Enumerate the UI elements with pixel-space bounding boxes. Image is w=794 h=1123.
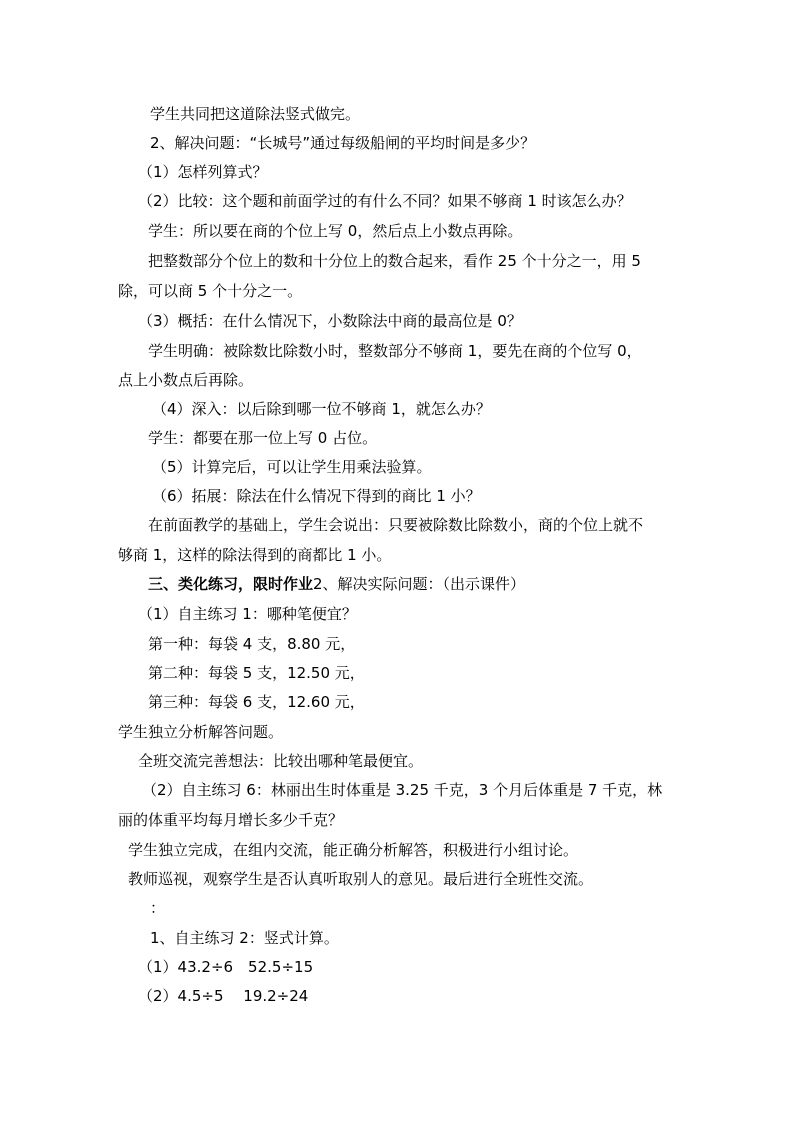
paragraph-line: （1）自主练习 1：哪种笔便宜？ — [138, 605, 357, 623]
paragraph-line: 教师巡视，观察学生是否认真听取别人的意见。最后进行全班性交流。 — [128, 870, 594, 888]
paragraph-line: 1、自主练习 2：竖式计算。 — [150, 929, 339, 947]
paragraph-line: 点上小数点后再除。 — [118, 371, 254, 389]
section-heading-suffix: 2、解决实际问题：（出示课件） — [313, 575, 526, 593]
paragraph-line: 第一种：每袋 4 支，8.80 元， — [148, 635, 356, 653]
paragraph-line: 学生：都要在那一位上写 0 占位。 — [148, 429, 378, 447]
paragraph-line: 丽的体重平均每月增长多少千克？ — [118, 811, 344, 829]
section-heading-line — [148, 574, 525, 594]
section-heading: 三、类化练习，限时作业 — [148, 575, 314, 593]
paragraph-line: 全班交流完善想法：比较出哪种笔最便宜。 — [138, 752, 424, 770]
paragraph-line: 把整数部分个位上的数和十分位上的数合起来，看作 25 个十分之一，用 5 — [148, 252, 641, 270]
paragraph-line: （4）深入：以后除到哪一位不够商 1，就怎么办？ — [152, 400, 491, 418]
paragraph-line: 第三种：每袋 6 支，12.60 元， — [148, 693, 365, 711]
paragraph-line: （3）概括：在什么情况下，小数除法中商的最高位是 0？ — [138, 312, 522, 330]
paragraph-line: 学生：所以要在商的个位上写 0，然后点上小数点再除。 — [148, 222, 523, 240]
paragraph-line: （6）拓展：除法在什么情况下得到的商比 1 小？ — [152, 487, 481, 505]
paragraph-line: 除，可以商 5 个十分之一。 — [118, 282, 303, 300]
paragraph-line: 2、解决问题：“长城号”通过每级船闸的平均时间是多少？ — [150, 134, 536, 152]
paragraph-line: 在前面教学的基础上，学生会说出：只要被除数比除数小，商的个位上就不 — [148, 516, 644, 534]
paragraph-line: （5）计算完后，可以让学生用乘法验算。 — [152, 458, 432, 476]
paragraph-line: 够商 1，这样的除法得到的商都比 1 小。 — [118, 546, 392, 564]
paragraph-line: （2）4.5÷5 19.2÷24 — [138, 987, 309, 1005]
paragraph-line: （1）43.2÷6 52.5÷15 — [138, 958, 314, 976]
paragraph-line: 学生共同把这道除法竖式做完。 — [150, 105, 361, 123]
paragraph-line: （2）自主练习 6：林丽出生时体重是 3.25 千克，3 个月后体重是 7 千克，林 — [142, 781, 663, 799]
paragraph-line: 学生独立完成，在组内交流，能正确分析解答，积极进行小组讨论。 — [128, 841, 579, 859]
paragraph-line: （1）怎样列算式？ — [138, 163, 268, 181]
paragraph-line: 第二种：每袋 5 支，12.50 元， — [148, 664, 365, 682]
paragraph-line: （2）比较：这个题和前面学过的有什么不同？如果不够商 1 时该怎么办？ — [138, 192, 632, 210]
paragraph-line: 学生独立分析解答问题。 — [118, 723, 284, 741]
paragraph-line: 学生明确：被除数比除数小时，整数部分不够商 1，要先在商的个位写 0， — [148, 342, 642, 360]
paragraph-line: ： — [150, 899, 166, 917]
